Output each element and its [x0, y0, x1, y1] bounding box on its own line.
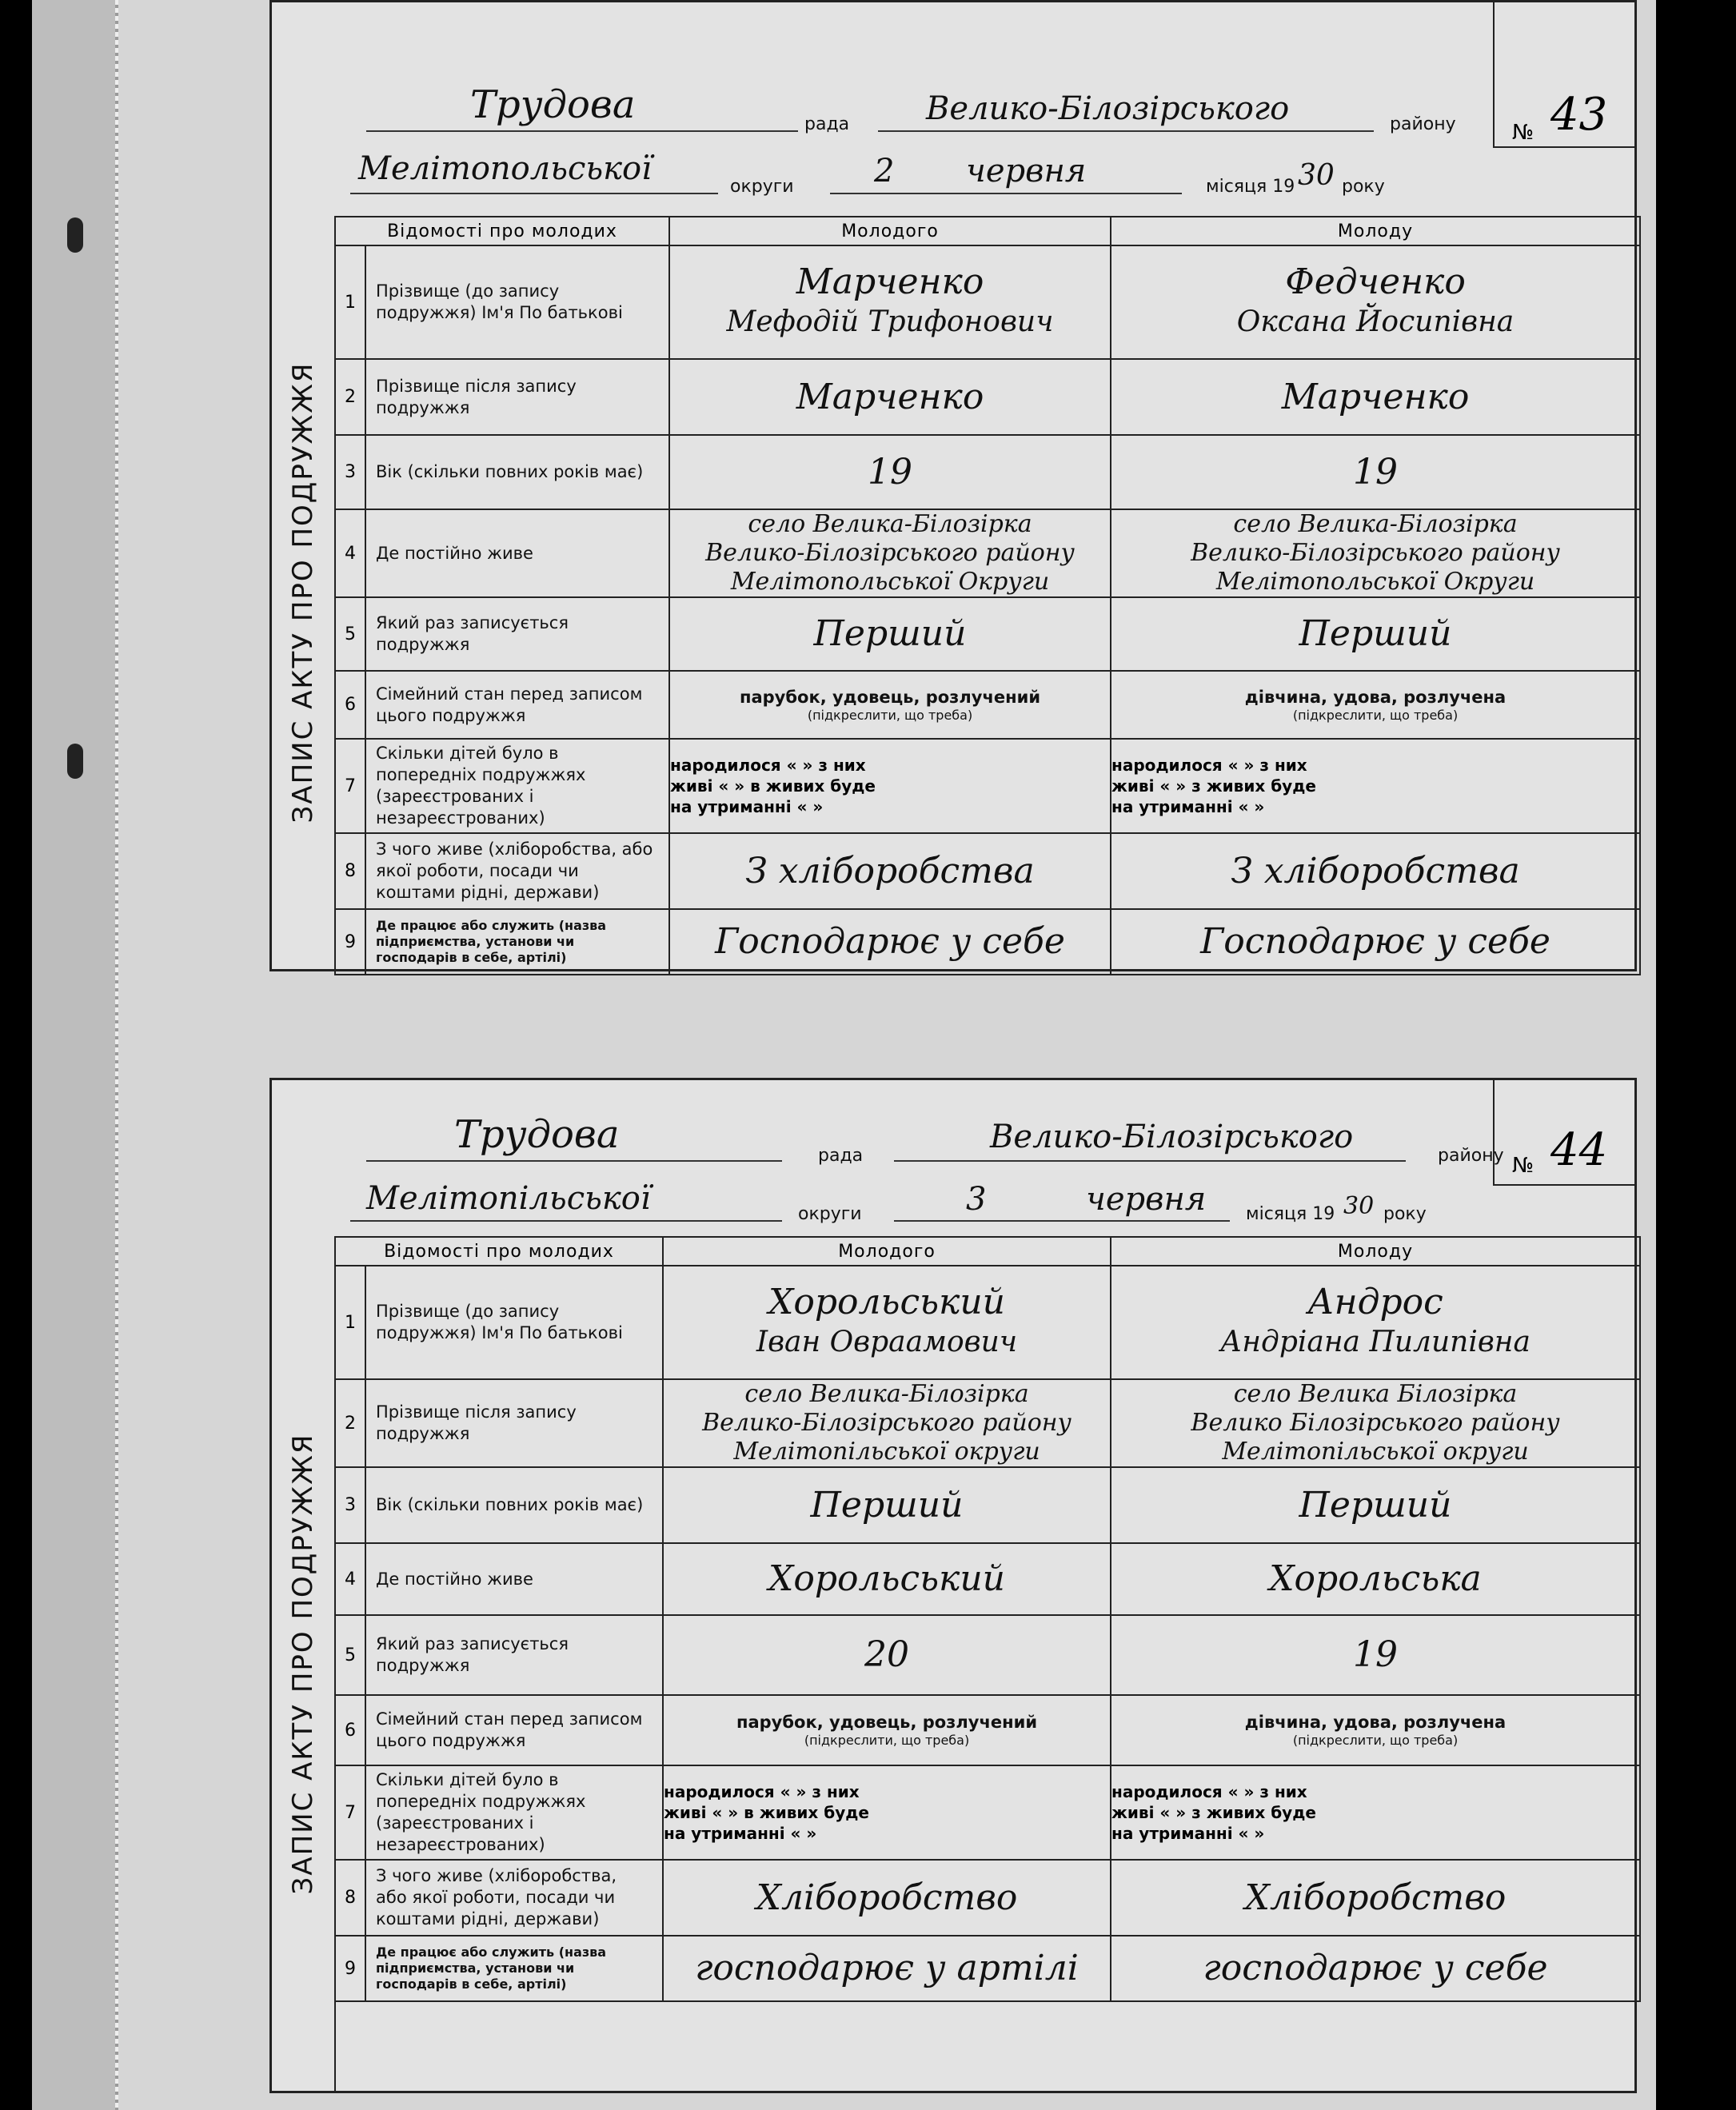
groom-times: Перший — [669, 597, 1111, 671]
groom-name: Мефодій Трифонович — [726, 305, 1054, 338]
okrug-value: Мелітопільської — [366, 1180, 651, 1217]
bride-age: 19 — [1111, 1615, 1640, 1695]
groom-income: З хліборобства — [669, 833, 1111, 909]
binding-strip — [32, 0, 122, 2110]
year-label: року — [1383, 1204, 1427, 1224]
row-label: Прізвище після запису подружжя — [365, 359, 669, 435]
punch-hole — [67, 744, 83, 779]
groom-children: народилося « » з них живі « » в живих буде на утриманні « » — [669, 739, 1111, 833]
col-groom: Молодого — [663, 1237, 1111, 1266]
punch-hole — [67, 217, 83, 253]
day-value: 3 — [966, 1181, 987, 1218]
groom-age: 19 — [669, 435, 1111, 509]
groom-new-surname: Марченко — [669, 359, 1111, 435]
row-label: Вік (скільки повних років має) — [365, 435, 669, 509]
rayon-label: району — [1390, 114, 1456, 134]
col-info: Відомості про молодих — [335, 217, 669, 245]
bride-children: народилося « » з них живі « » з живих буде на утриманні « » — [1111, 739, 1640, 833]
bride-children: народилося « » з них живі « » з живих буде на утриманні « » — [1111, 1765, 1640, 1860]
bride-new-surname: Хорольська — [1111, 1543, 1640, 1615]
row-number: 1 — [335, 245, 365, 359]
groom-times: Перший — [663, 1467, 1111, 1543]
month-label: місяця 19 — [1206, 177, 1295, 197]
row-label: З чого живе (хліборобства, або якої роботи, посади чи коштами рідні, держави) — [365, 833, 669, 909]
month-label: місяця 19 — [1246, 1204, 1335, 1224]
bride-residence: село Велика Білозірка Велико Білозірського району Мелітопільської округи — [1111, 1379, 1640, 1467]
groom-surname: Хорольський — [768, 1282, 1006, 1322]
row-label: З чого живе (хліборобства, або якої роботи, посади чи коштами рідні, держави) — [365, 1860, 663, 1936]
bride-times: Перший — [1111, 597, 1640, 671]
number-sign: № — [1512, 1154, 1534, 1178]
year-label: року — [1342, 177, 1385, 197]
row-label: Де працює або служить (назва підприємства, установи чи господарів в себе, артілі) — [365, 909, 669, 975]
groom-work: господарює у артілі — [663, 1936, 1111, 2001]
groom-residence: село Велика-Білозірка Велико-Білозірського району Мелітопольської Округи — [669, 509, 1111, 597]
bride-age: 19 — [1111, 435, 1640, 509]
record-number: 43 — [1550, 89, 1608, 141]
rayon-value: Велико-Білозірського — [990, 1119, 1354, 1155]
marriage-record-43 — [269, 0, 1637, 971]
rada-label: рада — [818, 1146, 864, 1166]
groom-full-name — [663, 1266, 1111, 1379]
year-suffix: 30 — [1343, 1192, 1375, 1220]
bride-marital-status: дівчина, удова, розлучена (підкреслити, що треба) — [1111, 1695, 1640, 1765]
row-label: Де постійно живе — [365, 509, 669, 597]
number-sign: № — [1512, 121, 1534, 145]
okrug-label: округи — [798, 1204, 862, 1224]
record-header — [334, 2, 1634, 216]
bride-residence: село Велика-Білозірка Велико-Білозірського району Мелітопольської Округи — [1111, 509, 1640, 597]
col-info: Відомості про молодих — [335, 1237, 663, 1266]
bride-name: Андріана Пилипівна — [1220, 1326, 1530, 1358]
row-label: Скільки дітей було в попередніх подружжях (зареєстрованих і незареєстрованих) — [365, 1765, 663, 1860]
okrug-value: Мелітопольської — [358, 150, 652, 187]
bride-full-name — [1111, 1266, 1640, 1379]
bride-times: Перший — [1111, 1467, 1640, 1543]
bride-surname: Федченко — [1285, 261, 1466, 302]
row-label: Де постійно живе — [365, 1543, 663, 1615]
groom-income: Хліборобство — [663, 1860, 1111, 1936]
bride-name: Оксана Йосипівна — [1236, 305, 1515, 338]
bride-surname: Андрос — [1307, 1282, 1443, 1322]
rayon-label: району — [1438, 1146, 1504, 1166]
groom-marital-status: парубок, удовець, розлучений (підкреслити, що треба) — [669, 671, 1111, 739]
row-label: Скільки дітей було в попередніх подружжях (зареєстрованих і незареєстрованих) — [365, 739, 669, 833]
groom-full-name — [669, 245, 1111, 359]
bride-work: господарює у себе — [1111, 1936, 1640, 2001]
row-label: Сімейний стан перед записом цього подружжя — [365, 671, 669, 739]
row-label: Сімейний стан перед записом цього подружжя — [365, 1695, 663, 1765]
rada-value: Трудова — [470, 82, 636, 127]
year-suffix: 30 — [1298, 159, 1335, 192]
groom-residence: село Велика-Білозірка Велико-Білозірського району Мелітопільської округи — [663, 1379, 1111, 1467]
row-label: Прізвище після запису подружжя — [365, 1379, 663, 1467]
record-number-box — [1493, 1080, 1634, 1186]
row-label: Де працює або служить (назва підприємства, установи чи господарів в себе, артілі) — [365, 1936, 663, 2001]
marriage-record-44 — [269, 1078, 1637, 2093]
record-number-box — [1493, 2, 1634, 148]
bride-income: З хліборобства — [1111, 833, 1640, 909]
groom-children: народилося « » з них живі « » в живих буде на утриманні « » — [663, 1765, 1111, 1860]
record-number: 44 — [1550, 1124, 1608, 1176]
groom-age: 20 — [663, 1615, 1111, 1695]
side-title: ЗАПИС АКТУ ПРО ПОДРУЖЖЯ — [272, 216, 336, 969]
side-title: ЗАПИС АКТУ ПРО ПОДРУЖЖЯ — [272, 1236, 336, 2091]
rada-value: Трудова — [454, 1112, 620, 1157]
bride-income: Хліборобство — [1111, 1860, 1640, 1936]
bride-work: Господарює у себе — [1111, 909, 1640, 975]
day-value: 2 — [874, 153, 895, 189]
row-label: Прізвище (до запису подружжя) Ім'я По батькові — [365, 1266, 663, 1379]
row-label: Вік (скільки повних років має) — [365, 1467, 663, 1543]
row-label: Прізвище (до запису подружжя) Ім'я По батькові — [365, 245, 669, 359]
groom-name: Іван Овраамович — [756, 1326, 1018, 1358]
groom-marital-status: парубок, удовець, розлучений (підкреслити, що треба) — [663, 1695, 1111, 1765]
record-table: Відомості про молодих Молодого Молоду 1 Прізвище (до запису подружжя) Ім'я По батькові Марченко Мефодій Трифонович Федченко Оксана Йосипівна 2 Прізвище після запису подружжя Марченко Марченко 3 Вік (скільки повних років має) 19 19 4 Де постійно живе село Велика-Білозірка Велико-Білозірського району Мелітопольської Округи село Велика-Білозірка Велико-Білозірського району Мелітопольської Округи 5 Який раз записується подружжя Перший Перший 6 Сімейний стан перед записом цього подружжя парубок, удовець, розлучений (підкреслити, що треба) дівчина, удова, розлучена (підкреслити, що треба) 7 Скільки дітей було в попередніх подружжях (зареєстрованих і незареєстрованих) народилося « » з них живі « » в живих буде на утриманні « » народилося « » з них живі « » з живих буде на утриманні « » 8 З чого живе (хліборобства, або якої роботи, посади чи коштами рідні, держави) З хліборобства З хліборобства 9 Де працює або служить (назва підприємства, установи чи господарів в себе, артілі) Господарює у себе Господарює у себе — [334, 216, 1641, 975]
col-groom: Молодого — [669, 217, 1111, 245]
month-value: червня — [966, 153, 1087, 189]
groom-work: Господарює у себе — [669, 909, 1111, 975]
row-label: Який раз записується подружжя — [365, 1615, 663, 1695]
rayon-value: Велико-Білозірського — [926, 90, 1290, 127]
col-bride: Молоду — [1111, 1237, 1640, 1266]
groom-surname: Марченко — [796, 261, 984, 302]
groom-new-surname: Хорольський — [663, 1543, 1111, 1615]
bride-full-name — [1111, 245, 1640, 359]
row-label: Який раз записується подружжя — [365, 597, 669, 671]
rada-label: рада — [804, 114, 850, 134]
bride-new-surname: Марченко — [1111, 359, 1640, 435]
record-table: Відомості про молодих Молодого Молоду 1 Прізвище (до запису подружжя) Ім'я По батькові Хорольський Іван Овраамович Андрос Андріана Пилипівна 2 Прізвище після запису подружжя село Велика-Білозірка Велико-Білозірського району Мелітопільської округи село Велика Білозірка Велико Білозірського району Мелітопільської округи 3 Вік (скільки повних років має) Перший Перший 4 Де постійно живе Хорольський Хорольська 5 Який раз записується подружжя 20 19 6 Сімейний стан перед записом цього подружжя парубок, удовець, розлучений (підкреслити, що треба) дівчина, удова, розлучена (підкреслити, що треба) 7 Скільки дітей було в попередніх подружжях (зареєстрованих і незареєстрованих) народилося « » з них живі « » в живих буде на утриманні « » народилося « » з них живі « » з живих буде на утриманні « » 8 З чого живе (хліборобства, або якої роботи, посади чи коштами рідні, держави) Хліборобство Хліборобство 9 Де працює або служить (назва підприємства, установи чи господарів в себе, артілі) господарює у артілі господарює у себе — [334, 1236, 1641, 2002]
bride-marital-status: дівчина, удова, розлучена (підкреслити, що треба) — [1111, 671, 1640, 739]
col-bride: Молоду — [1111, 217, 1640, 245]
month-value: червня — [1086, 1181, 1207, 1218]
okrug-label: округи — [730, 177, 794, 197]
